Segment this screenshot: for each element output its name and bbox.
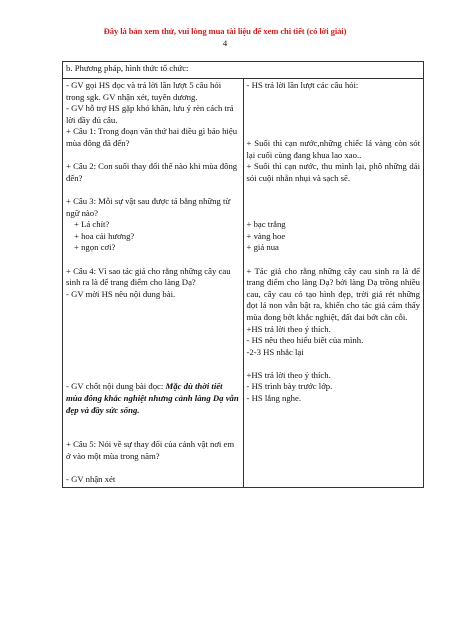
activity-row xyxy=(63,79,424,488)
page-number: 4 xyxy=(222,38,228,48)
summary xyxy=(66,381,240,416)
answer-2: + Suối thì cạn nước, thu mình lại, phô những dải sỏi cuội nhẵn nhụi và sạch sẽ. xyxy=(246,161,420,183)
question-4: + Câu 4: Vì sao tác giả cho rằng những cây cau sinh ra là để trang điểm cho làng Dạ? xyxy=(66,265,231,288)
question-3-item: + hoa cải hương? xyxy=(74,230,135,241)
lesson-table xyxy=(62,61,424,488)
teacher-line: - GV gọi HS đọc và trả lời lần lượt 5 câu hỏi trong sgk. GV nhận xét, tuyên dương. xyxy=(66,80,222,102)
teacher-line: - GV hỗ trợ HS gặp khó khăn, lưu ý rèn cách trả lời đầy đủ câu. xyxy=(66,103,234,125)
student-line: - HS lắng nghe. xyxy=(246,393,302,404)
teacher-line: - GV mời HS nêu nội dung bài. xyxy=(66,288,176,299)
answer-1: + Suối thì cạn nước,những chiếc lá vàng còn sót lại cuối cùng đang khua lao xao.. xyxy=(246,137,420,160)
student-line: - HS trả lời lần lượt các câu hỏi: xyxy=(246,80,359,90)
summary-bold: Mặc dù thời tiết mùa đông khắc nghiệt nhưng cảnh làng Dạ vẫn đẹp và đầy sức sống. xyxy=(66,381,239,415)
answer-3-item: + vàng hoe xyxy=(246,230,286,241)
question-1: + Câu 1: Trong đoạn văn thứ hai điều gì báo hiệu mùa đông đã đến? xyxy=(66,126,238,148)
student-column xyxy=(243,79,424,488)
student-line: +HS trả lời theo ý thích. xyxy=(246,323,331,334)
question-3-item: + ngọn cơi? xyxy=(74,242,116,253)
section-heading: b. Phương pháp, hình thức tổ chức: xyxy=(63,62,424,79)
student-line: - HS nêu theo hiểu biết của mình. xyxy=(246,335,364,346)
question-3: + Câu 3: Mỗi sự vật sau được tả bằng những từ ngữ nào? xyxy=(66,195,231,218)
question-5: + Câu 5: Nói về sự thay đổi của cảnh vật nơi em ở vào một mùa trong năm? xyxy=(66,439,235,462)
question-3-item: + Lá chít? xyxy=(74,219,110,230)
answer-3-item: + bạc trắng xyxy=(246,219,286,230)
heading-row xyxy=(63,62,424,79)
summary-prefix: - GV chốt nội dung bài đọc: xyxy=(66,381,166,392)
student-line: +HS trả lời theo ý thích. xyxy=(246,369,331,380)
teacher-column xyxy=(63,79,244,488)
answer-4: + Tác giả cho rằng những cây cau sinh ra là để trang điểm cho làng Dạ? bởi làng Dạ trồng nhiều cau, cây cau có tạo hình đẹp, trời giá rét những đọt lá non vẫn bật ra, khiến cho tác giả cảm thấy mùa đong bớt khắc nghiệt, đất đai bớt cằn cỗi. xyxy=(246,265,420,322)
student-line: - HS trình bày trước lớp. xyxy=(246,381,333,392)
teacher-line: - GV nhận xét xyxy=(66,474,116,485)
preview-banner: Đây là bản xem thử, vui lòng mua tài liệu để xem chi tiết (có lời giải) xyxy=(103,26,347,36)
question-2: + Câu 2: Con suối thay đổi thế nào khi mùa đông đến? xyxy=(66,161,238,183)
answer-3-item: + giả nua xyxy=(246,242,279,253)
student-line: -2-3 HS nhắc lại xyxy=(246,346,304,357)
